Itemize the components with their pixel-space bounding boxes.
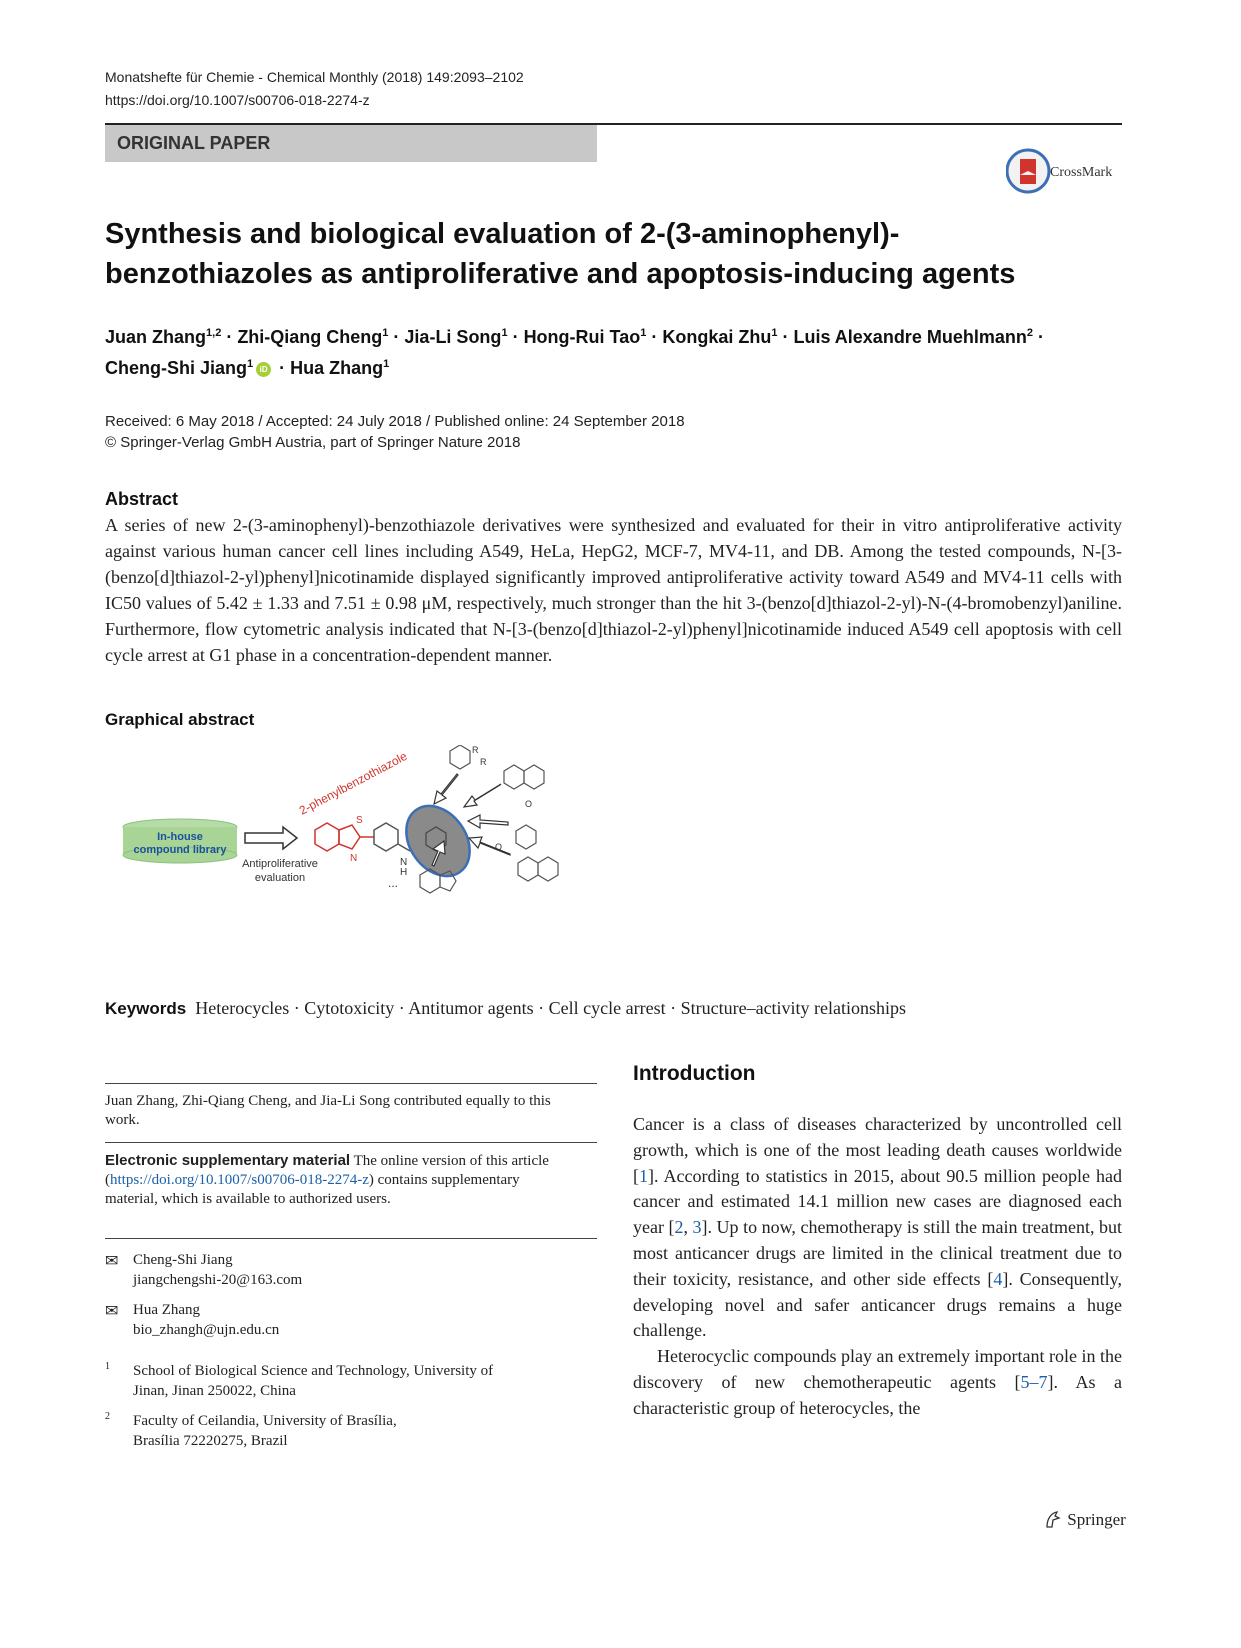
- keywords-line: [105, 998, 906, 1019]
- author-name[interactable]: Cheng-Shi Jiang: [105, 358, 248, 378]
- author-aff: 1,2: [206, 327, 222, 339]
- contact-block: [105, 1250, 575, 1290]
- publication-history: Received: 6 May 2018 / Accepted: 24 July 2018 / Published online: 24 September 2018: [105, 413, 685, 430]
- affiliation-line: Brasília 72220275, Brazil: [133, 1433, 288, 1449]
- aminophenyl-ring: [374, 823, 410, 851]
- contact-email[interactable]: jiangchengshi-20@163.com: [133, 1272, 303, 1288]
- envelope-icon: ✉: [105, 1303, 119, 1320]
- intro-paragraph-2: Heterocyclic compounds play an extremely important role in the discovery of new chemotherapeutic agents [5–7]. As a characteristic group of heterocycles, the: [633, 1346, 1122, 1418]
- affiliation: [105, 1411, 585, 1451]
- esm-note: [105, 1151, 570, 1209]
- keywords-label: Keywords: [105, 999, 187, 1018]
- contact-name: Cheng-Shi Jiang: [133, 1252, 233, 1268]
- article-title: [105, 214, 1105, 294]
- contact-email[interactable]: bio_zhangh@ujn.edu.cn: [133, 1322, 280, 1338]
- equal-contribution-note: Juan Zhang, Zhi-Qiang Cheng, and Jia-Li Song contributed equally to this work.: [105, 1093, 551, 1128]
- author-aff: 1: [383, 358, 390, 370]
- article-dates: [105, 411, 685, 453]
- compound-library-cylinder: [123, 819, 237, 863]
- ref-link[interactable]: 4: [993, 1268, 1003, 1289]
- article-doi[interactable]: https://doi.org/10.1007/s00706-018-2274-z: [105, 92, 370, 108]
- abstract-heading: Abstract: [105, 489, 179, 509]
- journal-citation: Monatshefte für Chemie - Chemical Monthly (2018) 149:2093–2102: [105, 69, 524, 85]
- affiliation-number: 1: [105, 1361, 110, 1372]
- graphical-abstract-figure: [120, 745, 590, 945]
- esm-text: ) contains supplementary material, which is available to authorized users.: [105, 1172, 520, 1207]
- author-separator: ·: [388, 327, 405, 347]
- scaffold-label: 2-phenylbenzothiazole: [296, 748, 410, 818]
- title-line-2: benzothiazoles as antiproliferative and apoptosis-inducing agents: [105, 258, 1016, 290]
- affiliation-line: School of Biological Science and Technology, University of: [133, 1363, 494, 1379]
- publisher-name: Springer: [1067, 1510, 1126, 1529]
- author-list: [105, 320, 1135, 382]
- author-line-1: [105, 320, 1135, 351]
- author-separator: ·: [1032, 327, 1044, 347]
- affiliation-line: Jinan, Jinan 250022, China: [133, 1383, 296, 1399]
- footnote-rule: [105, 1083, 597, 1084]
- author-aff: 1: [247, 358, 254, 370]
- copyright-line: © Springer-Verlag GmbH Austria, part of Springer Nature 2018: [105, 434, 521, 451]
- crossmark-label: CrossMark: [1050, 165, 1113, 180]
- ellipsis-label: ...: [388, 876, 399, 890]
- library-label-2: compound library: [133, 844, 227, 856]
- atom-r-label-2: R: [480, 757, 487, 767]
- envelope-icon: ✉: [105, 1253, 119, 1270]
- esm-text: The online version of this article (: [105, 1153, 549, 1188]
- atom-o-label: O: [525, 799, 533, 809]
- author-name[interactable]: Hong-Rui Tao: [523, 327, 641, 347]
- footnote-rule: [105, 1142, 597, 1143]
- section-badge: [105, 125, 597, 162]
- atom-r-label: R: [472, 745, 479, 755]
- library-label-1: In-house: [157, 831, 203, 843]
- benzothiazole-scaffold: [315, 823, 374, 851]
- author-name[interactable]: Kongkai Zhu: [662, 327, 772, 347]
- ref-link[interactable]: 1: [639, 1165, 648, 1186]
- author-separator: ·: [777, 327, 794, 347]
- author-name[interactable]: Luis Alexandre Muehlmann: [793, 327, 1027, 347]
- affiliation: [105, 1361, 585, 1401]
- author-aff: 1: [382, 327, 389, 339]
- affiliation-line: Faculty of Ceilandia, University of Brasília,: [133, 1413, 397, 1429]
- author-aff: 2: [1026, 327, 1033, 339]
- section-label: ORIGINAL PAPER: [117, 133, 271, 153]
- orcid-icon[interactable]: iD: [256, 362, 271, 377]
- affiliation-number: 2: [105, 1411, 110, 1422]
- ref-link[interactable]: 3: [692, 1217, 702, 1238]
- author-separator: ·: [507, 327, 524, 347]
- ref-link[interactable]: 2: [674, 1217, 684, 1238]
- journal-header: [105, 66, 524, 112]
- introduction-heading: Introduction: [633, 1062, 756, 1085]
- ref-link[interactable]: 5–7: [1020, 1371, 1048, 1392]
- crossmark-icon: [1006, 147, 1124, 195]
- evaluation-label-2: evaluation: [254, 872, 306, 884]
- introduction-body: [633, 1112, 1122, 1422]
- contact-name: Hua Zhang: [133, 1302, 201, 1318]
- springer-horse-icon: [1043, 1509, 1063, 1529]
- evaluation-label-1: Antiproliferative: [242, 858, 318, 870]
- atom-h-label: H: [400, 867, 408, 878]
- author-name[interactable]: Jia-Li Song: [404, 327, 502, 347]
- author-line-2: [105, 351, 1135, 382]
- author-separator: ·: [274, 358, 291, 378]
- author-separator: ·: [646, 327, 663, 347]
- author-separator: ·: [221, 327, 238, 347]
- atom-s-label: S: [356, 815, 363, 826]
- publisher-logo: [1043, 1509, 1126, 1530]
- author-aff: 1: [640, 327, 647, 339]
- title-line-1: Synthesis and biological evaluation of 2-(3-aminophenyl)-: [105, 218, 900, 250]
- graphical-abstract-heading: Graphical abstract: [105, 710, 255, 729]
- author-name[interactable]: Hua Zhang: [290, 358, 384, 378]
- abstract-text: A series of new 2-(3-aminophenyl)-benzothiazole derivatives were synthesized and evaluated for their in vitro antiproliferative activity against various human cancer cell lines including A549, HeLa, HepG2, MCF-7, MV4-11, and DB. Among the tested compounds, N-[3-(benzo[d]thiazol-2-yl)phenyl]nicotinamide displayed significantly improved antiproliferative activity toward A549 and MV4-11 cells with IC50 values of 5.42 ± 1.33 and 7.51 ± 0.98 μM, respectively, much stronger than the hit 3-(benzo[d]thiazol-2-yl)-N-(4-bromobenzyl)aniline. Furthermore, flow cytometric analysis indicated that N-[3-(benzo[d]thiazol-2-yl)phenyl]nicotinamide induced A549 cell apoptosis with cell cycle arrest at G1 phase in a concentration-dependent manner.: [105, 515, 1122, 665]
- author-name[interactable]: Juan Zhang: [105, 327, 207, 347]
- esm-link[interactable]: https://doi.org/10.1007/s00706-018-2274-z: [110, 1172, 369, 1188]
- contact-block: [105, 1300, 575, 1340]
- esm-label: Electronic supplementary material: [105, 1152, 351, 1169]
- crossmark-button[interactable]: [1006, 147, 1124, 195]
- evaluation-arrow: [245, 827, 297, 849]
- author-aff: 1: [501, 327, 508, 339]
- footnote-rule: [105, 1238, 597, 1239]
- atom-n-label: N: [350, 853, 358, 864]
- atom-o-label-2: O: [495, 842, 503, 852]
- author-aff: 1: [771, 327, 778, 339]
- atom-nh-label: N: [400, 857, 408, 868]
- intro-paragraph-1: Cancer is a class of diseases characterized by uncontrolled cell growth, which is one of the most leading death causes worldwide [1]. According to statistics in 2015, about 90.5 million people had cancer and estimated 14.1 million new cases are diagnosed each year [2, 3]. Up to now, chemotherapy is still the main treatment, but most anticancer drugs are limited in the clinical treatment due to their toxicity, resistance, and other side effects [4]. Consequently, developing novel and safer anticancer drugs remains a huge challenge.: [633, 1114, 1123, 1341]
- author-name[interactable]: Zhi-Qiang Cheng: [237, 327, 383, 347]
- keywords-list: Heterocycles · Cytotoxicity · Antitumor agents · Cell cycle arrest · Structure–activity relationships: [195, 998, 907, 1018]
